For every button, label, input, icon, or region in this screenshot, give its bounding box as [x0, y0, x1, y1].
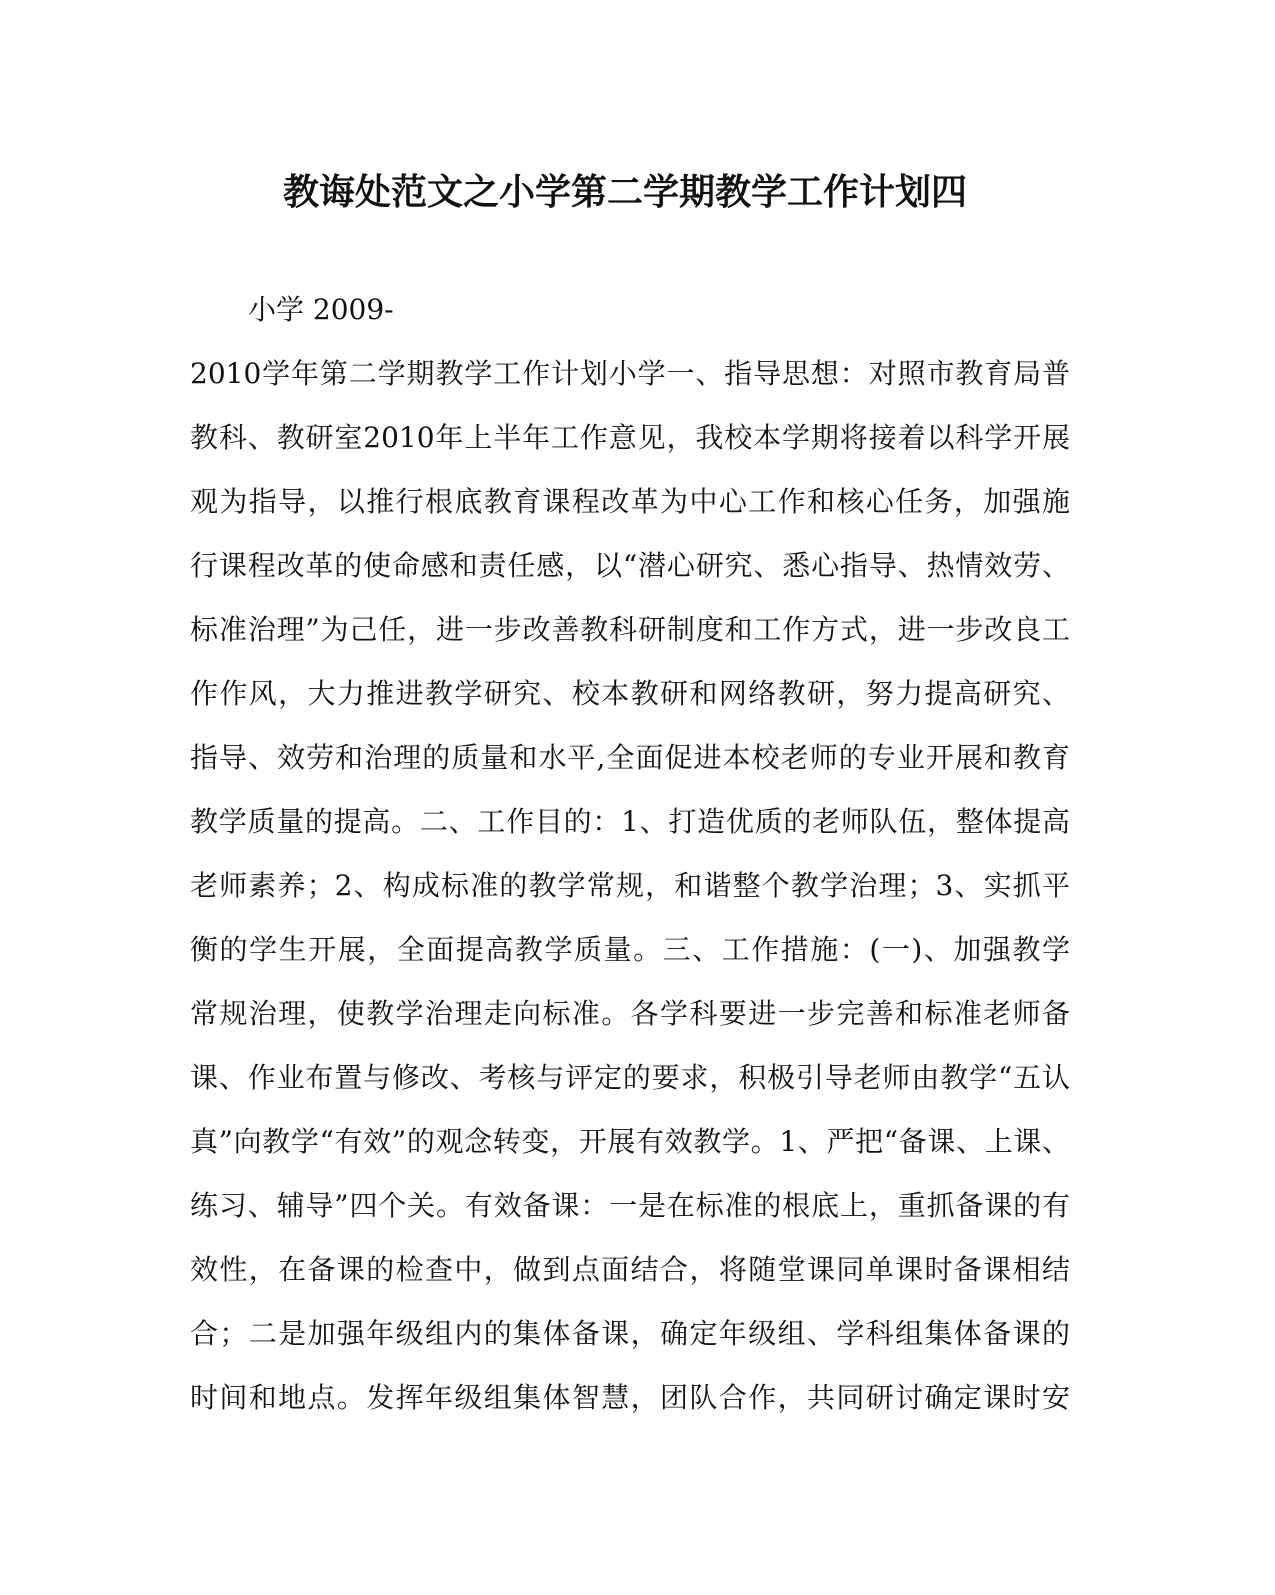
body-line: 效性，在备课的检查中，做到点面结合，将随堂课同单课时备课相结 — [190, 1253, 1070, 1286]
body-line: 行课程改革的使命感和责任感，以“潜心研究、悉心指导、热情效劳、 — [190, 549, 1070, 582]
body-line: 时间和地点。发挥年级组集体智慧，团队合作，共同研讨确定课时安 — [190, 1381, 1070, 1414]
body-line: 教科、教研室2010年上半年工作意见，我校本学期将接着以科学开展 — [190, 421, 1070, 454]
body-line: 2010学年第二学期教学工作计划小学一、指导思想：对照市教育局普 — [190, 357, 1070, 390]
body-line: 真”向教学“有效”的观念转变，开展有效教学。1、严把“备课、上课、 — [190, 1125, 1070, 1158]
body-line: 课、作业布置与修改、考核与评定的要求，积极引导老师由教学“五认 — [190, 1061, 1070, 1094]
document-body — [190, 278, 1070, 1430]
body-line: 练习、辅导”四个关。有效备课：一是在标准的根底上，重抓备课的有 — [190, 1189, 1070, 1222]
body-line: 衡的学生开展，全面提高教学质量。三、工作措施：(一)、加强教学 — [190, 933, 1070, 966]
body-line: 标准治理”为己任，进一步改善教科研制度和工作方式，进一步改良工 — [190, 613, 1070, 646]
body-line: 观为指导，以推行根底教育课程改革为中心工作和核心任务，加强施 — [190, 485, 1070, 518]
body-line: 指导、效劳和治理的质量和水平,全面促进本校老师的专业开展和教育 — [190, 741, 1070, 774]
body-line: 合；二是加强年级组内的集体备课，确定年级组、学科组集体备课的 — [190, 1317, 1070, 1350]
body-line: 小学 2009- — [248, 293, 394, 326]
document-title: 教诲处范文之小学第二学期教学工作计划四 — [282, 171, 967, 213]
body-line: 作作风，大力推进教学研究、校本教研和网络教研，努力提高研究、 — [190, 677, 1070, 710]
body-line: 常规治理，使教学治理走向标准。各学科要进一步完善和标准老师备 — [190, 997, 1070, 1030]
body-line: 教学质量的提高。二、工作目的：1、打造优质的老师队伍，整体提高 — [190, 805, 1070, 838]
body-line: 老师素养；2、构成标准的教学常规，和谐整个教学治理；3、实抓平 — [190, 869, 1070, 902]
